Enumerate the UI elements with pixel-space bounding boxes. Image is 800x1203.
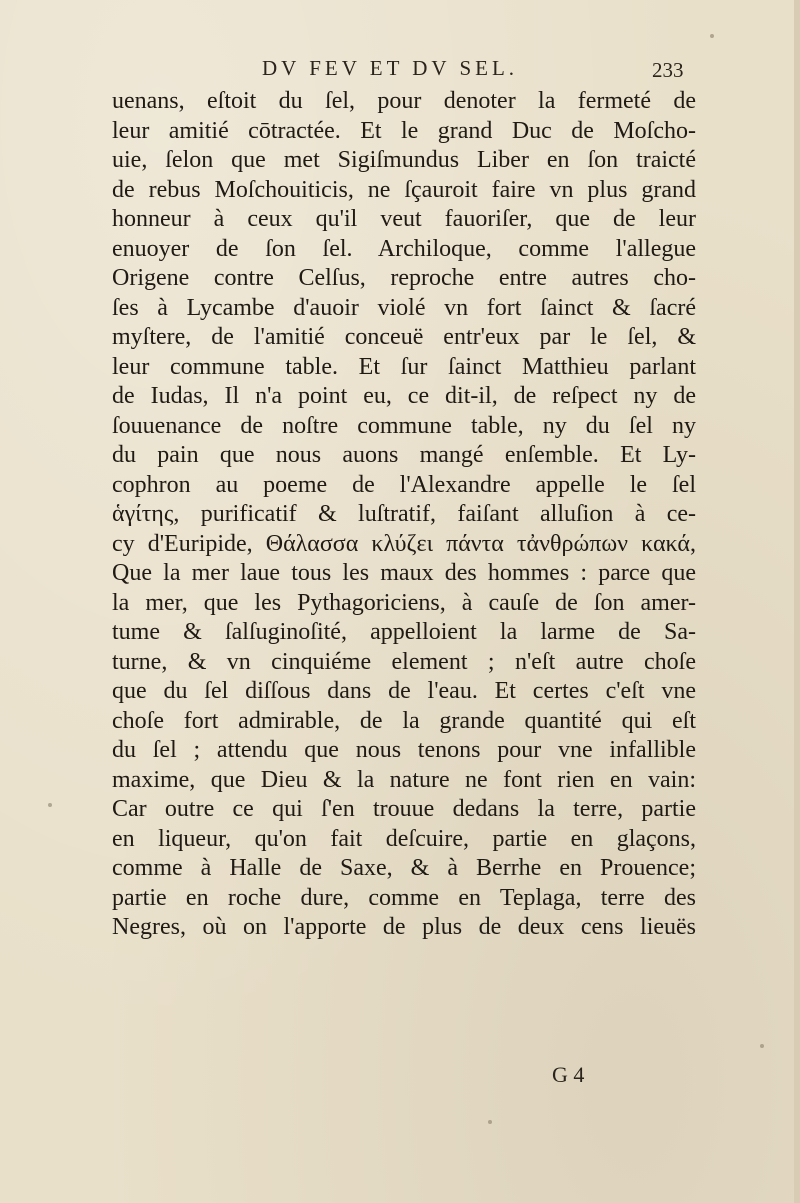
text-line: Car outre ce qui ſ'en trouue dedans la terre, partie [112, 796, 696, 822]
body-text [112, 87, 696, 943]
paper-speck [488, 1120, 492, 1124]
text-line: honneur à ceux qu'il veut fauoriſer, que de leur [112, 206, 696, 232]
text-line: du ſel ; attendu que nous tenons pour vne infallible [112, 737, 696, 763]
text-line: de Iudas, Il n'a point eu, ce dit-il, de reſpect ny de [112, 383, 696, 409]
text-line: ſes à Lycambe d'auoir violé vn fort ſainct & ſacré [112, 294, 696, 321]
text-line: partie en roche dure, comme en Teplaga, terre des [112, 884, 696, 911]
text-line: la mer, que les Pythagoriciens, à cauſe de ſon amer- [112, 589, 696, 616]
text-line: cophron au poeme de l'Alexandre appelle le ſel [112, 471, 696, 498]
text-line: Negres, où on l'apporte de plus de deux cens lieuës [112, 914, 696, 940]
text-line: de rebus Moſchouiticis, ne ſçauroit faire vn plus grand [112, 176, 696, 203]
paper-speck [710, 34, 714, 38]
page-number: 233 [652, 58, 684, 82]
text-line: leur amitié cōtractée. Et le grand Duc de Moſcho- [112, 117, 696, 144]
text-line: Que la mer laue tous les maux des hommes : parce que [112, 560, 696, 586]
text-line: ἁγίτης, purificatif & luſtratif, faiſant alluſion à ce- [112, 501, 696, 527]
text-line: uenans, eſtoit du ſel, pour denoter la fermeté de [112, 88, 696, 114]
text-line: en liqueur, qu'on fait deſcuire, partie en glaçons, [112, 825, 696, 852]
signature-mark: G 4 [552, 1062, 585, 1087]
text-line: tume & ſalſuginoſité, appelloient la larme de Sa- [112, 619, 696, 645]
text-line: enuoyer de ſon ſel. Archiloque, comme l'allegue [112, 235, 696, 262]
text-line: maxime, que Dieu & la nature ne font rien en vain: [112, 766, 696, 793]
text-line: turne, & vn cinquiéme element ; n'eſt autre choſe [112, 648, 696, 675]
text-line: que du ſel diſſous dans de l'eau. Et certes c'eſt vne [112, 678, 696, 704]
text-line: leur commune table. Et ſur ſainct Matthieu parlant [112, 353, 696, 380]
text-line: myſtere, de l'amitié conceuë entr'eux par le ſel, & [112, 324, 696, 350]
running-title: DV FEV ET DV SEL. [262, 56, 519, 80]
page-header [0, 56, 800, 90]
text-line: ſouuenance de noſtre commune table, ny du ſel ny [112, 412, 696, 439]
page-footer [0, 1062, 800, 1092]
text-line: uie, ſelon que met Sigiſmundus Liber en ſon traicté [112, 147, 696, 173]
text-line: comme à Halle de Saxe, & à Berrhe en Prouence; [112, 855, 696, 881]
paper-speck [48, 803, 52, 807]
text-line: cy d'Euripide, Θάλασσα κλύζει πάντα τἀνθρώπων κακά, [112, 530, 696, 557]
text-line: choſe fort admirable, de la grande quantité qui eſt [112, 707, 696, 734]
text-line: du pain que nous auons mangé enſemble. Et Ly- [112, 442, 696, 468]
text-line: Origene contre Celſus, reproche entre autres cho- [112, 265, 696, 291]
paper-speck [760, 1044, 764, 1048]
